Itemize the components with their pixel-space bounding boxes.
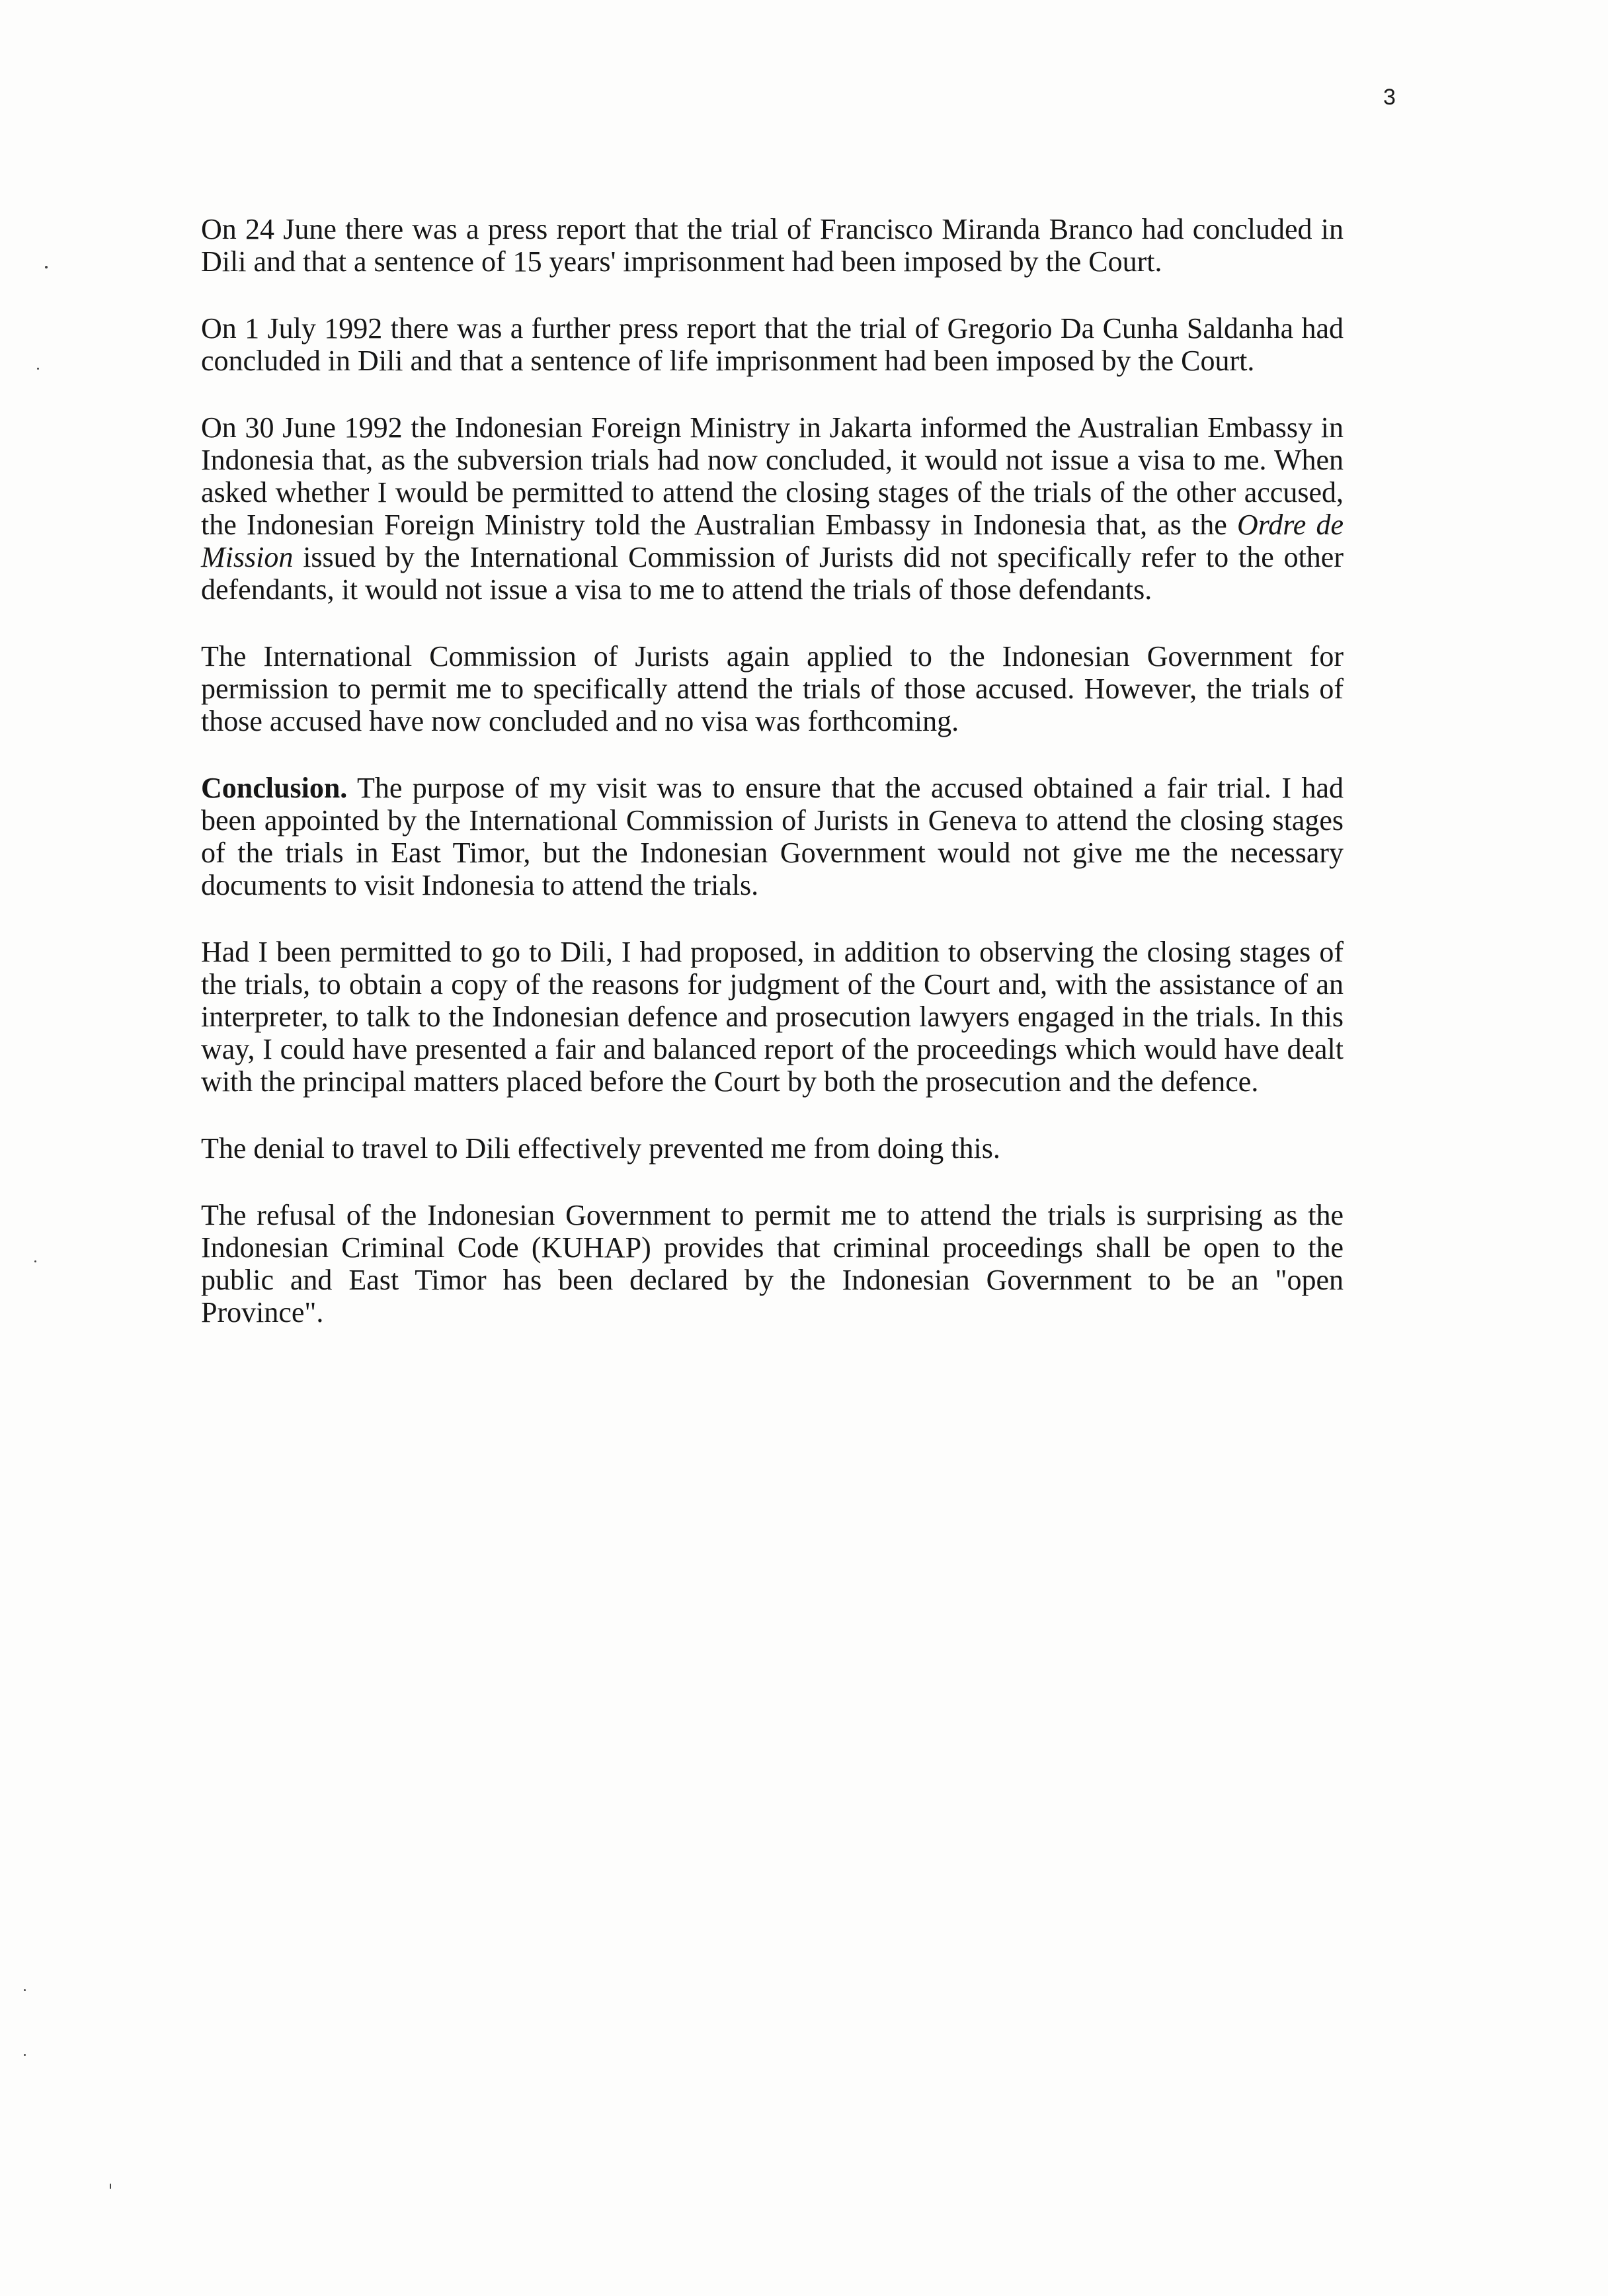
paragraph-icj-application	[201, 640, 1344, 737]
paragraph-open-province	[201, 1199, 1344, 1329]
conclusion-heading: Conclusion.	[201, 772, 348, 804]
paragraph-text-part: On 30 June 1992 the Indonesian Foreign Ministry in Jakarta informed the Australian Embassy in Indonesia that, as the subversion trials had now concluded, it would not issue a visa to me. When asked whether I would be permitted to attend the closing stages of the trials of the other accused, the Indonesian Foreign Ministry told the Australian Embassy in Indonesia that, as the	[201, 411, 1344, 541]
margin-speck	[24, 1989, 26, 1991]
paragraph-saldanha-sentence	[201, 312, 1344, 377]
paragraph-text: On 24 June there was a press report that the trial of Francisco Miranda Branco had concluded in Dili and that a sentence of 15 years' imprisonment had been imposed by the Court.	[201, 213, 1344, 278]
paragraph-branco-sentence	[201, 213, 1344, 278]
paragraph-text: The refusal of the Indonesian Government to permit me to attend the trials is surprising as the Indonesian Criminal Code (KUHAP) provides that criminal proceedings shall be open to the public and East Timor has been declared by the Indonesian Government to be an "open Province".	[201, 1199, 1344, 1329]
paragraph-text: The purpose of my visit was to ensure that the accused obtained a fair trial. I had been appointed by the International Commission of Jurists in Geneva to attend the closing stages of the trials in East Timor, but the Indonesian Government would not give me the necessary documents to visit Indonesia to attend the trials.	[201, 772, 1344, 901]
paragraph-text: The denial to travel to Dili effectively prevented me from doing this.	[201, 1132, 1000, 1165]
page-number: 3	[1383, 85, 1396, 110]
margin-speck	[37, 368, 39, 370]
paragraph-text-part: issued by the International Commission of Jurists did not specifically refer to the other defendants, it would not issue a visa to me to attend the trials of those defendants.	[201, 541, 1344, 606]
paragraph-proposed-activities	[201, 936, 1344, 1098]
paragraph-text: On 1 July 1992 there was a further press report that the trial of Gregorio Da Cunha Saldanha had concluded in Dili and that a sentence of life imprisonment had been imposed by the Court.	[201, 312, 1344, 377]
margin-speck	[34, 1260, 36, 1262]
paragraph-visa-refusal	[201, 411, 1344, 606]
margin-speck	[45, 266, 48, 268]
paragraph-text: The International Commission of Jurists again applied to the Indonesian Government for permission to permit me to specifically attend the trials of those accused. However, the trials of those accused have now concluded and no visa was forthcoming.	[201, 640, 1344, 737]
paragraph-conclusion	[201, 772, 1344, 901]
ordre-de-mission-term: Ordre de Mission	[201, 509, 1344, 573]
paragraph-text: Had I been permitted to go to Dili, I had proposed, in addition to observing the closing stages of the trials, to obtain a copy of the reasons for judgment of the Court and, with the assistance of an interpreter, to talk to the Indonesian defence and prosecution lawyers engaged in the trials. In this way, I could have presented a fair and balanced report of the proceedings which would have dealt with the principal matters placed before the Court by both the prosecution and the defence.	[201, 936, 1344, 1098]
margin-speck	[24, 2054, 26, 2056]
margin-speck	[110, 2184, 111, 2189]
paragraph-denial-effect	[201, 1132, 1344, 1165]
body-text	[201, 213, 1344, 1363]
